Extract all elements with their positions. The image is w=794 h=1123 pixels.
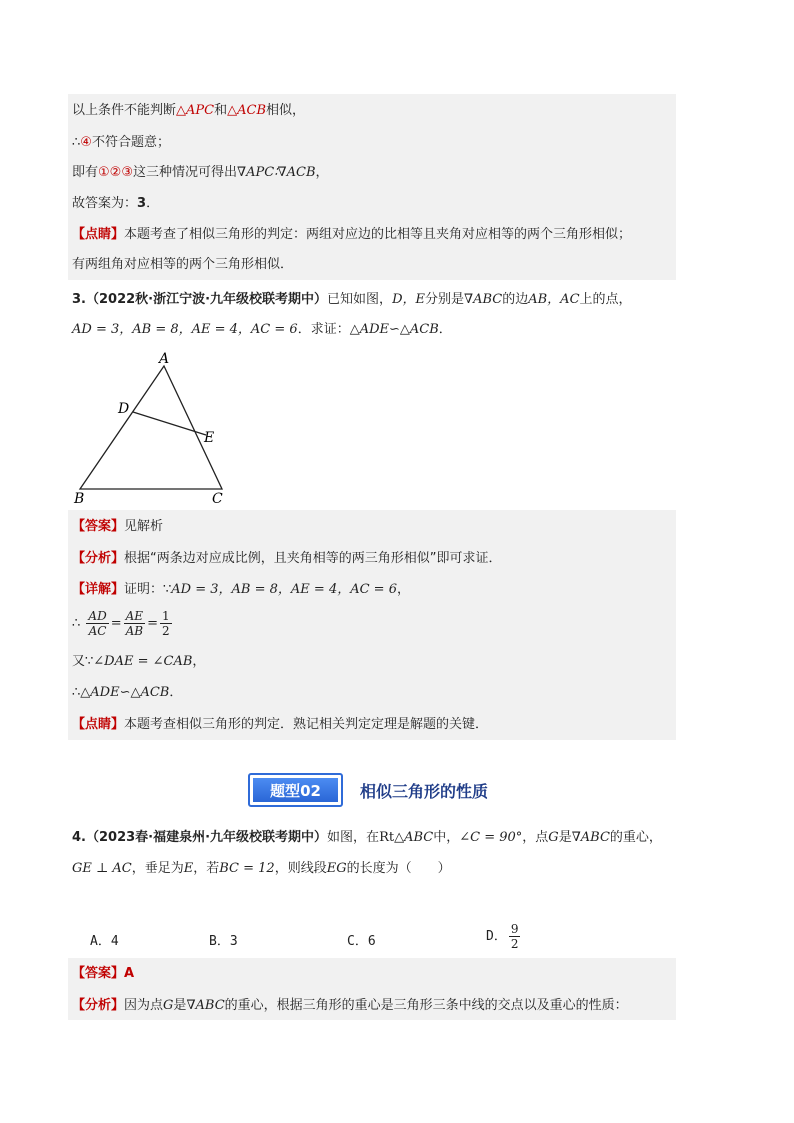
q3-answer: 【答案】见解析 xyxy=(72,519,164,534)
fraction-ae-ab: $\frac{AE}{AB}$ xyxy=(125,609,144,638)
option-b[interactable]: B．3 xyxy=(209,934,238,949)
option-d[interactable]: D． $\frac{9}{2}$ xyxy=(486,922,519,951)
q3-comment: 【点睛】本题考查相似三角形的判定．熟记相关判定定理是解题的关键． xyxy=(72,717,489,732)
q4-analysis: 【分析】因为点G是∇ABC的重心，根据三角形的重心是三角形三条中线的交点以及重心的性质： xyxy=(72,998,628,1013)
fraction-nine-halves: $\frac{9}{2}$ xyxy=(510,922,519,951)
label-e: E xyxy=(204,430,215,446)
label-c: C xyxy=(212,491,223,507)
segment-de xyxy=(133,412,206,435)
fraction-one-half: $\frac{1}{2}$ xyxy=(162,609,170,638)
q4-stem-line-1: 4.（2023春·福建泉州·九年级校联考期中）如图，在Rt△ABC中，∠C = 90°，点G是∇ABC的重心， xyxy=(72,830,662,845)
prev-line-3: 即有①②③这三种情况可得出∇APC∶∇ACB， xyxy=(72,165,329,180)
q4-number: 4. xyxy=(72,830,86,845)
prev-comment-line-2: 有两组角对应相等的两个三角形相似． xyxy=(72,257,294,272)
section-badge xyxy=(248,773,343,807)
q3-stem-line-1: 3.（2022秋·浙江宁波·九年级校联考期中）已知如图，D，E分别是∇ABC的边AB，AC上的点， xyxy=(72,292,632,307)
q3-stem-line-2: AD = 3，AB = 8，AE = 4，AC = 6．求证：△ADE∽△ACB． xyxy=(72,322,452,337)
q3-number: 3. xyxy=(72,292,86,307)
circled-four: ④ xyxy=(80,135,92,150)
fraction-ad-ac: $\frac{AD}{AC}$ xyxy=(88,609,107,638)
q3-detail-line-1: 【详解】证明：∵AD = 3，AB = 8，AE = 4，AC = 6， xyxy=(72,582,410,597)
q3-detail-fractions: ∴ $\frac{AD}{AC}$ = $\frac{AE}{AB}$ = $\frac{1}{2}$ xyxy=(72,609,170,638)
circled-marks: ①②③ xyxy=(98,165,133,180)
label-a: A xyxy=(159,351,170,367)
option-c[interactable]: C．6 xyxy=(347,934,376,949)
prev-line-1: 以上条件不能判断△APC和△ACB相似， xyxy=(72,103,306,118)
q3-source: （2022秋·浙江宁波·九年级校联考期中） xyxy=(85,292,328,307)
q4-answer: 【答案】A xyxy=(72,966,135,981)
q4-source: （2023春·福建泉州·九年级校联考期中） xyxy=(85,830,328,845)
q3-detail-line-3: 又∵∠DAE = ∠CAB， xyxy=(72,654,206,669)
q3-analysis: 【分析】根据“两条边对应成比例，且夹角相等的两三角形相似”即可求证． xyxy=(72,551,502,566)
triangle-figure xyxy=(70,348,240,508)
label-d: D xyxy=(118,401,130,417)
solution-block-prev xyxy=(68,94,676,280)
triangle-abc xyxy=(80,366,222,489)
q4-stem-line-2: GE ⊥ AC，垂足为E，若BC = 12，则线段EG的长度为（ ） xyxy=(72,861,451,876)
comment-tag: 【点睛】 xyxy=(72,227,125,242)
q3-detail-line-4: ∴△ADE∽△ACB． xyxy=(72,685,183,700)
prev-line-2: ∴④不符合题意； xyxy=(72,135,170,150)
prev-line-4: 故答案为：3． xyxy=(72,196,160,211)
option-a[interactable]: A．4 xyxy=(90,934,119,949)
label-b: B xyxy=(74,491,85,507)
prev-comment-line-1: 【点睛】本题考查了相似三角形的判定：两组对应边的比相等且夹角对应相等的两个三角形相似； xyxy=(72,227,632,242)
section-title: 相似三角形的性质 xyxy=(360,782,489,801)
section-badge-label: 题型02 xyxy=(253,778,338,802)
